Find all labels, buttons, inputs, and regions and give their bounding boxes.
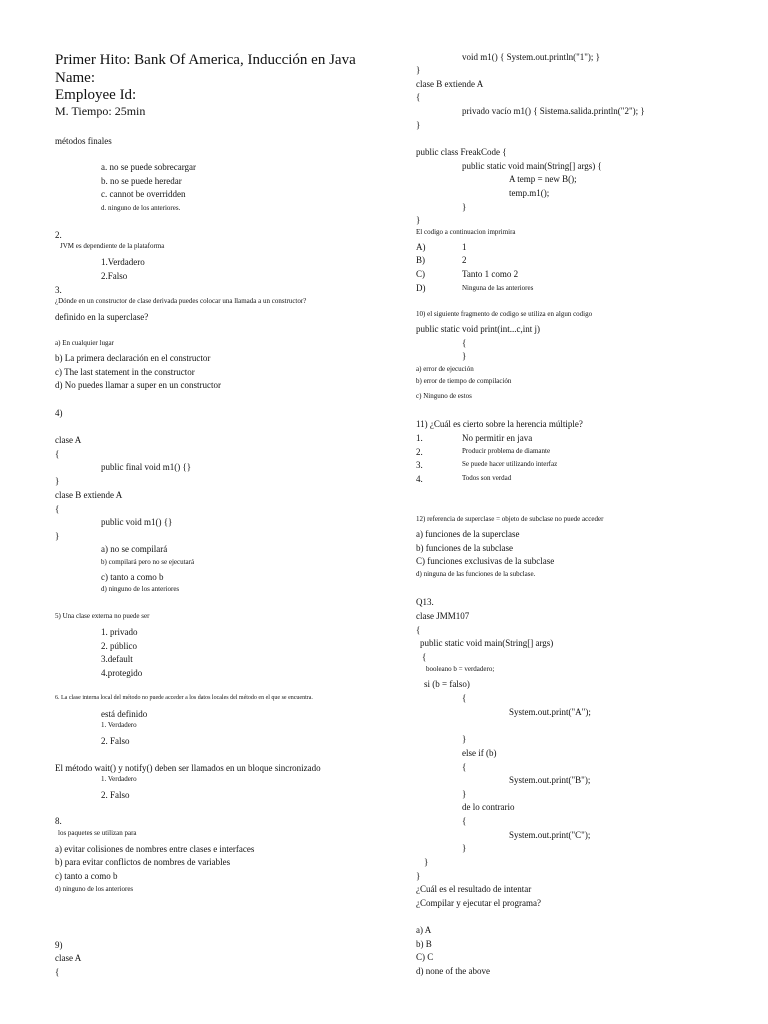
q9-code-line: public static void main(String[] args) { (462, 161, 602, 171)
q13-option-b: b) B (416, 939, 432, 949)
q11-item-text: Se puede hacer utilizando interfaz (462, 460, 558, 468)
q9-code-line: A temp = new B(); (509, 174, 577, 184)
q2-text: JVM es dependiente de la plataforma (60, 242, 165, 250)
q13-code-line: public static void main(String[] args) (420, 638, 554, 648)
q13-question-line2: ¿Compilar y ejecutar el programa? (416, 898, 541, 908)
q11-item-number: 3. (416, 460, 423, 470)
q10-code-line: } (462, 351, 467, 361)
q13-code-line: System.out.print("A"); (509, 707, 591, 717)
q9-code-line: temp.m1(); (509, 188, 550, 198)
employee-id-label: Employee Id: (55, 87, 137, 103)
q13-code-line: } (424, 857, 429, 867)
q4-code-line: { (55, 504, 60, 514)
q9-code-line: clase A (55, 953, 82, 963)
q4-option-a: a) no se compilará (101, 544, 168, 554)
q1-option-d: d. ninguno de los anteriores. (101, 204, 181, 212)
q8-text: los paquetes se utilizan para (58, 829, 137, 837)
q13-option-d: d) none of the above (416, 966, 490, 976)
q9-code-line: clase B extiende A (416, 79, 484, 89)
q2-option-1: 1.Verdadero (101, 257, 145, 267)
q8-option-c: c) tanto a como b (55, 871, 118, 881)
q9-option-c-value: Tanto 1 como 2 (462, 269, 519, 279)
q13-code-line: { (422, 652, 427, 662)
q13-code-line: } (462, 843, 467, 853)
q8-number: 8. (55, 816, 62, 826)
q12-option-d: d) ninguna de las funciones de la subclase. (416, 570, 536, 578)
q11-item-text: Todos son verdad (462, 474, 512, 482)
q4-option-c: c) tanto a como b (101, 572, 164, 582)
q9-code-line: void m1() { System.out.println("1"); } (462, 52, 600, 62)
q3-option-c: c) The last statement in the constructor (55, 367, 195, 377)
q1-option-c: c. cannot be overridden (101, 189, 186, 199)
q13-code-line: si (b = falso) (424, 679, 470, 689)
q13-code-line: { (462, 693, 467, 703)
q13-code-line: } (462, 789, 467, 799)
q9-number: 9) (55, 940, 63, 950)
q13-code-line: } (416, 871, 421, 881)
q13-option-a: a) A (416, 925, 432, 935)
name-label: Name: (55, 70, 95, 86)
q6-title: 6. La clase interna local del método no puede acceder a los datos locales del método en el que se encuentra. (55, 695, 313, 701)
q10-code-line: public static void print(int...c,int j) (416, 324, 540, 334)
q5-title: 5) Una clase externa no puede ser (55, 612, 150, 620)
q13-code-line: System.out.print("B"); (509, 775, 591, 785)
q9-option-c-label: C) (416, 269, 425, 279)
q3-number: 3. (55, 285, 62, 295)
q4-code-line: public final void m1() {} (101, 462, 192, 472)
q9-code-line: } (416, 120, 421, 130)
q4-code-line: { (55, 449, 60, 459)
q9-code-line: } (462, 202, 467, 212)
q5-option-2: 2. público (101, 641, 137, 651)
q1-option-b: b. no se puede heredar (101, 176, 182, 186)
q3-text-line2: definido en la superclase? (55, 312, 149, 322)
q9-prompt: El codigo a continuacion imprimira (416, 228, 516, 236)
q8-option-d: d) ninguno de los anteriores (55, 885, 134, 893)
q5-option-3: 3.default (101, 654, 133, 664)
q5-option-4: 4.protegido (101, 668, 143, 678)
q13-code-line: clase JMM107 (416, 611, 470, 621)
q6-option-2: 2. Falso (101, 736, 130, 746)
q13-code-line: else if (b) (462, 748, 497, 758)
q5-option-1: 1. privado (101, 627, 138, 637)
q10-code-line: { (462, 338, 467, 348)
q4-option-b: b) compilará pero no se ejecutará (101, 558, 195, 566)
q13-number: Q13. (416, 597, 434, 607)
q7-option-2: 2. Falso (101, 790, 130, 800)
q4-code-line: public void m1() {} (101, 517, 173, 527)
time-label: M. Tiempo: 25min (55, 104, 146, 118)
q9-code-line: public class FreakCode { (416, 147, 507, 157)
q12-option-a: a) funciones de la superclase (416, 529, 520, 539)
q12-option-b: b) funciones de la subclase (416, 543, 513, 553)
q10-option-c: c) Ninguno de estos (416, 392, 472, 400)
q8-option-b: b) para evitar conflictos de nombres de variables (55, 857, 231, 867)
q9-code-line: } (416, 215, 421, 225)
q9-option-d-label: D) (416, 283, 426, 293)
q4-code-line: } (55, 476, 60, 486)
q3-text-line1: ¿Dónde en un constructor de clase derivada puedes colocar una llamada a un constructor? (55, 297, 307, 305)
q11-item-text: No permitir en java (462, 433, 533, 443)
q9-code-line: privado vacío m1() { Sistema.salida.println("2"); } (462, 106, 645, 116)
q2-number: 2. (55, 230, 62, 240)
q3-option-b: b) La primera declaración en el constructor (55, 353, 211, 363)
q3-option-a: a) En cualquier lugar (55, 339, 114, 347)
q6-text-line2: está definido (101, 709, 148, 719)
q11-item-text: Producir problema de diamante (462, 447, 551, 455)
q9-option-d-value: Ninguna de las anteriores (462, 284, 534, 292)
q10-option-a: a) error de ejecución (416, 365, 474, 373)
q13-code-line: } (462, 734, 467, 744)
q13-code-line: { (462, 816, 467, 826)
q9-option-b-value: 2 (462, 255, 467, 265)
q10-title: 10) el siguiente fragmento de codigo se utiliza en algun codigo (416, 310, 593, 318)
q2-option-2: 2.Falso (101, 271, 128, 281)
q13-option-c: C) C (416, 952, 434, 962)
q12-option-c: C) funciones exclusivas de la subclase (416, 556, 555, 566)
q4-code-line: } (55, 531, 60, 541)
q11-item-number: 4. (416, 474, 423, 484)
q11-item-number: 1. (416, 433, 423, 443)
q1-option-a: a. no se puede sobrecargar (101, 162, 197, 172)
q9-option-a-label: A) (416, 242, 426, 252)
q13-code-line: { (416, 625, 421, 635)
q1-title: métodos finales (55, 136, 112, 146)
q13-code-line: System.out.print("C"); (509, 830, 591, 840)
q4-number: 4) (55, 408, 63, 418)
q7-option-1: 1. Verdadero (101, 775, 137, 783)
q6-option-1: 1. Verdadero (101, 721, 137, 729)
q9-code-line: } (416, 65, 421, 75)
q3-option-d: d) No puedes llamar a super en un constructor (55, 380, 221, 390)
q8-option-a: a) evitar colisiones de nombres entre clases e interfaces (55, 844, 255, 854)
q10-option-b: b) error de tiempo de compilación (416, 377, 512, 385)
document-title: Primer Hito: Bank Of America, Inducción en Java (55, 52, 356, 68)
q11-title: 11) ¿Cuál es cierto sobre la herencia múltiple? (416, 419, 583, 429)
q13-code-line: { (462, 762, 467, 772)
q11-item-number: 2. (416, 447, 423, 457)
q13-code-line: de lo contrario (462, 802, 515, 812)
q4-code-line: clase A (55, 435, 82, 445)
q4-option-d: d) ninguno de los anteriores (101, 585, 180, 593)
q4-code-line: clase B extiende A (55, 490, 123, 500)
q13-code-line: booleano b = verdadero; (426, 665, 495, 673)
q13-question-line1: ¿Cuál es el resultado de intentar (416, 884, 532, 894)
q9-code-line: { (55, 967, 60, 977)
q9-code-line: { (416, 92, 421, 102)
q9-option-a-value: 1 (462, 242, 467, 252)
q7-title: El método wait() y notify() deben ser llamados en un bloque sincronizado (55, 763, 321, 773)
right-column (400, 0, 768, 1024)
q9-option-b-label: B) (416, 255, 425, 265)
q12-title: 12) referencia de superclase = objeto de subclase no puede acceder (416, 515, 604, 523)
